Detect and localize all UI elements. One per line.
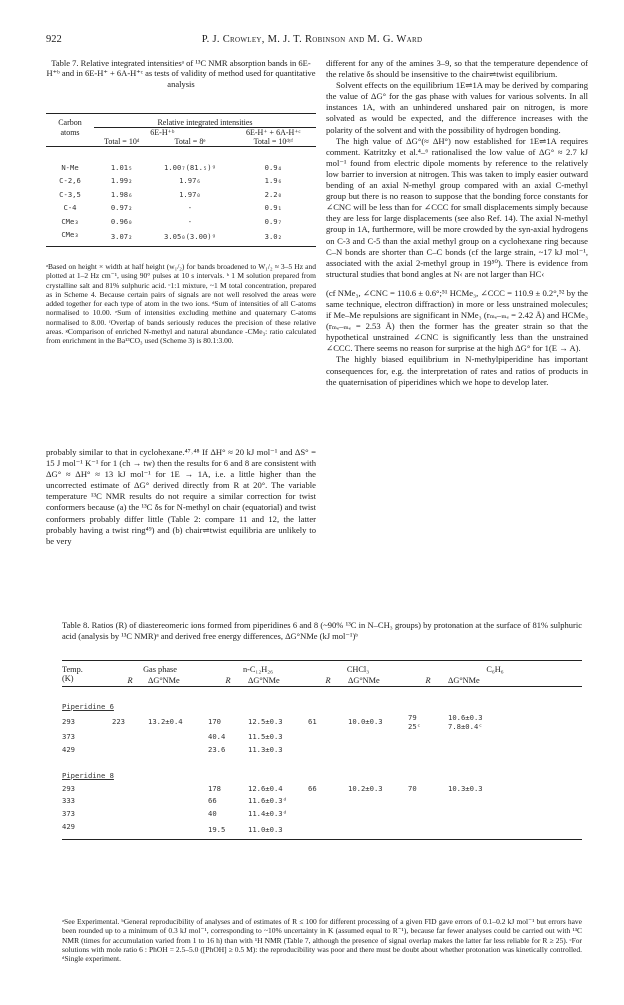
paragraph: (cf NMe₃, ∠CNC = 110.6 ± 0.6°;⁵¹ HCMe₃, ∠CCC = 110.9 ± 0.2°,⁵² by the same technique, electron diffraction) in more or less unstrained molecules; if Me–Me repulsions are significant in NMe₃ (rₘₑ–ₘₑ = 2.42 Å) and HCMe₃ (rₘₑ–ₘₑ = 2.53 Å) then the former has the greater strain so that the hypothetical unstrained ∠CNC is significantly less than the unstrained ∠CCC. There seems no reason for surprise at the high ΔG° for 1(E → A). — [326, 287, 588, 354]
table-row: 373 40.4 11.5±0.3 — [62, 732, 283, 742]
table-row: 373 40 11.4±0.3ᵈ — [62, 809, 287, 819]
page-number: 922 — [46, 34, 62, 45]
table-row: C-3,5 1.98₆ 1.97₀ 2.2₀ — [59, 189, 282, 199]
t8-head-r: R — [425, 675, 431, 685]
table-row: 293 223 13.2±0.4 170 12.5±0.3 61 10.0±0.3 79 25ᶜ 10.6±0.3 7.8±0.4ᶜ — [62, 712, 483, 731]
paragraph: The highly biased equilibrium in N-methylpiperidine has important consequences for, e.g. the interpretation of rates and ratios of products in the quaternisation of piperidines which we hope to develop later. — [326, 354, 588, 387]
t7-sub-total10: Total = 10ᵈ — [103, 137, 140, 146]
t8-head-chcl3: CHCl₃ — [346, 665, 370, 674]
t8-head-r: R — [127, 675, 133, 685]
t8-section-piperidine-6: Piperidine 6 — [62, 701, 114, 711]
t8-head-dg: ΔG°NMe — [448, 675, 480, 685]
t8-head-r: R — [325, 675, 331, 685]
table8-caption: Table 8. Ratios (R) of diastereomeric ions formed from piperidines 6 and 8 (~90% ¹³C in N–CH₃ groups) by protonation at the surface of 81% sulphuric acid (analysis by ¹³C NMR)ᵃ and derived free energy differences, ΔG°NMe (kJ mol⁻¹)ᵇ — [62, 620, 582, 641]
t8-head-r: R — [225, 675, 231, 685]
paragraph: different for any of the amines 3–9, so that the temperature dependence of the relative δs should be insensitive to the chair⇌twist equilibrium. — [326, 58, 588, 80]
t8-head-hexadecane: n-C₁₂H₂₆ — [242, 665, 273, 674]
body-text-right — [326, 58, 588, 388]
t8-head-dg: ΔG°NMe — [148, 675, 180, 685]
table-row: C-2,6 1.99₂ 1.97₆ 1.9₆ — [59, 176, 282, 186]
table7-caption: Table 7. Relative integrated intensitiesᵃ of ¹³C NMR absorption bands in 6E-H⁺ᵇ and in 6E-H⁺ + 6A-H⁺ᶜ as tests of validity of method used for quantitative analysis — [46, 58, 316, 89]
table7 — [46, 113, 316, 247]
table8 — [62, 660, 582, 840]
table-row: C-4 0.97₂ - 0.9₁ — [63, 203, 282, 213]
t8-section-piperidine-8: Piperidine 8 — [62, 770, 114, 780]
table-row: 429 19.5 11.0±0.3 — [62, 820, 582, 839]
t7-sub-total8: Total = 8ᵉ — [174, 137, 206, 146]
table8-footnote: ᵃSee Experimental. ᵇGeneral reproducibility of analyses and of estimates of R ≤ 100 for different processing of a given FID gave errors of 0.1–0.2 kJ mol⁻¹ but errors have been rounded up to a minimum of 0.3 kJ mol⁻¹, corresponding to ~10% uncertainty in K (assumed equal to R⁻¹), because far fewer analyses could be carried out with ¹³C NMR (times for accumulation varied from 1 to 16 h) than with ¹H NMR (Table 7, although the presence of signal overlap makes the latter far less reliable for R ≥ 25). ᶜFor solutions with mole ratio 6 : PhOH = 2.5–5.0 ([PhOH] ≥ 0.5 M): the reproducibility was poor and there must be doubt about whether protonation was kinetically controlled. ᵈSingle experiment. — [62, 917, 582, 964]
t8-head-gas: Gas phase — [143, 665, 177, 674]
t7-sub-total10f: Total = 10ᵈʸᶠ — [253, 137, 293, 146]
table-row: 293 178 12.6±0.4 66 10.2±0.3 70 10.3±0.3 — [62, 783, 483, 793]
t7-head-6e: 6E-H⁺ᵇ — [94, 128, 231, 138]
t8-head-dg: ΔG°NMe — [248, 675, 280, 685]
table-row: CMe₃ 3.07₂ 3.05₀(3.00)ᵍ 3.0₂ — [46, 228, 316, 246]
paragraph: Solvent effects on the equilibrium 1E⇌1A may be derived by comparing the value of ΔG° for the gas phase with values for various solvents. In all instances 1A, with an unhindered unshared pair on nitrogen, is more solvated as would be expected, and the difference increases with the polarity of the solvent and with the possibility of hydrogen bonding. — [326, 80, 588, 135]
table-row: 333 66 11.6±0.3ᵈ — [62, 796, 287, 806]
t8-head-dg: ΔG°NMe — [348, 675, 380, 685]
body-text-left: probably similar to that in cyclohexane.⁴⁷˒⁴⁸ If ΔH° ≈ 20 kJ mol⁻¹ and ΔS° = 15 J mol⁻¹ K⁻¹ for 1 (ch → tw) then the results for 6 and 8 are consistent with ΔG° ≈ ΔH° ≈ 13 kJ mol⁻¹ for 1E → 1A, i.e. a little higher than the uncorrected estimate of ΔG° derived directly from R at 20°. The variable temperature ¹³C NMR results do not require a similar correction for twist conformers because (a) the ¹³C δs for N-methyl on chair (equatorial) and twist conformers probably differ little (Table 2: compare 11 and 12, the latter probably having a twist ring⁴⁹) and (b) chair⇌twist equilibria are unlikely to be very — [46, 447, 316, 546]
running-head-authors: P. J. Crowley, M. J. T. Robinson and M. G. Ward — [201, 34, 423, 45]
t8-head-temp: Temp. — [62, 665, 83, 674]
table-row: N-Me 1.01₅ 1.00₇(81.₅)ᵍ 0.9₄ — [61, 162, 282, 172]
t7-head-6ea: 6E-H⁺ + 6A-H⁺ᶜ — [231, 128, 316, 138]
t8-head-benzene: C₆H₆ — [486, 665, 504, 674]
t8-head-k: (K) — [62, 674, 74, 683]
table7-footnote: ᵃBased on height × width at half height (w₁/₂) for bands broadened to W₁/₂ ≈ 3–5 Hz and plotted at 1–2 Hz cm⁻¹, using 90° pulses at 10 s intervals. ᵇ 1 M solution prepared from crystalline salt and 81% sulphuric acid. ᶜ1:1 mixture, ~1 M total concentration, prepared as in Scheme 4. Because certain pairs of signals are not well resolved the areas were added together for each type of atom in the two ions. ᵈSum of intensities of all C-atoms normalised to 10.00. ᵉSum of intensities excluding methine and quaternary C-atoms normalised to 8.00. ᶠOverlap of bands seriously reduces the precision of these relative areas. ᵍComparison of enriched N-methyl and natural abundance -CMe₃: ratio calculated from enrichment in the Ba¹³CO₃ used (Scheme 3) is 80.1:3.00. — [46, 262, 316, 346]
t7-head-group: Relative integrated intensities — [157, 118, 253, 127]
t7-head-atoms: atoms — [60, 127, 80, 137]
table-row: 429 23.6 11.3±0.3 — [62, 745, 283, 755]
table-row: CMe₃ 0.96₀ - 0.9₇ — [61, 216, 282, 226]
t7-head-carbon: Carbon — [58, 118, 82, 128]
paragraph: The high value of ΔG°(≈ ΔH°) now established for 1E⇌1A requires comment. Katritzky et al.⁴–⁶ rationalised the low value of ΔG° ≈ 2.7 kJ mol⁻¹ found from electric dipole moments by reference to the relatively low barrier to inversion at nitrogen. This was taken to imply easier outward bending of an axial N-methyl group compared with an axial C-methyl group but there is no reason to suppose that the bonding force constants for ∠CNC will be less than for ∠CCC for small displacements simply because they are less for large displacements (see also Ref. 14). The axial N-methyl group in 1A, furthermore, will be more crowded by the syn-axial hydrogens on C-3 and C-5 than the axial methyl group on a cyclohexane ring because C–N bonds are shorter than C–C bonds (cf the large strain, ~17 kJ mol⁻¹, associated with the axial 2-methyl group in 19⁵⁰). There is evidence from structural studies that bond angles at N‹ are not larger than HC‹ — [326, 135, 588, 279]
